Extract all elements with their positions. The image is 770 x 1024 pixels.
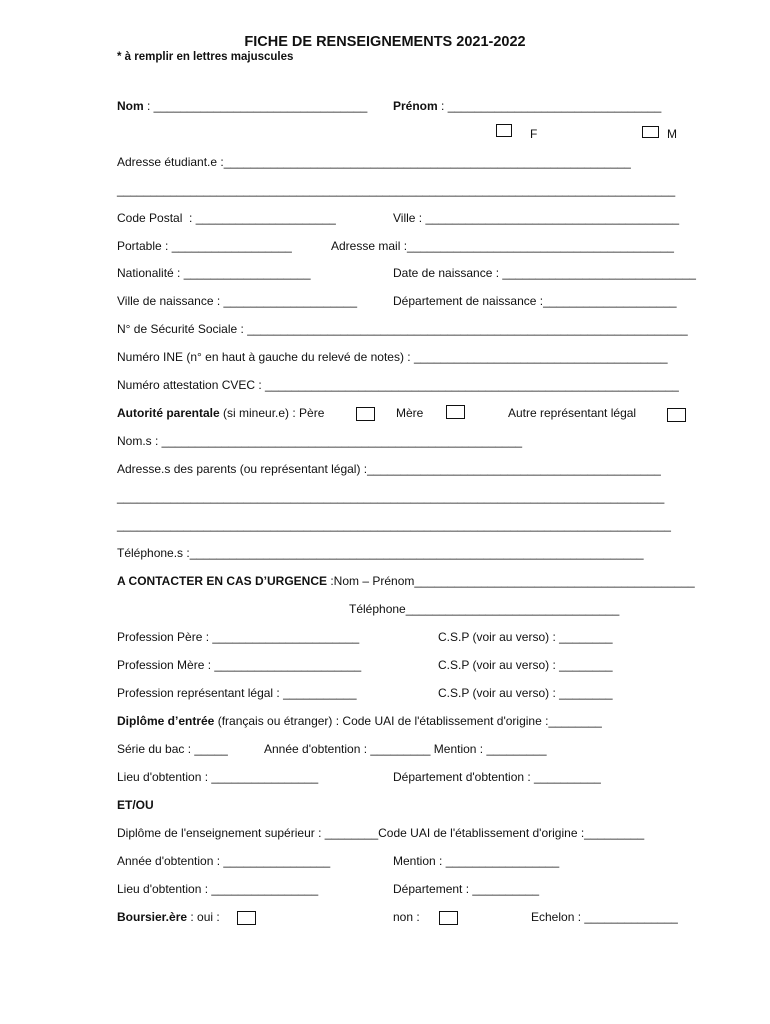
autorite-label-bold: Autorité parentale <box>117 406 220 420</box>
csp-representant-field[interactable]: C.S.P (voir au verso) : ________ <box>438 686 613 700</box>
prenom-field[interactable] <box>393 99 661 113</box>
autorite-parentale-label <box>117 406 324 420</box>
code-postal-field[interactable]: Code Postal : _____________________ <box>117 211 336 225</box>
adresse-etudiant-line2[interactable]: ____________________________________________________________________________________ <box>117 183 676 197</box>
profession-mere-field[interactable]: Profession Mère : ______________________ <box>117 658 362 672</box>
sex-m-label: M <box>667 127 677 141</box>
lieu-obtention-field[interactable]: Lieu d'obtention : ________________ <box>117 770 319 784</box>
echelon-field[interactable]: Echelon : ______________ <box>531 910 678 924</box>
urgence-nom-prenom: :Nom – Prénom__________________________________________ <box>330 574 695 588</box>
et-ou-label: ET/OU <box>117 798 154 812</box>
autre-representant-checkbox[interactable] <box>667 408 686 422</box>
noms-field[interactable]: Nom.s : ______________________________________________________ <box>117 434 523 448</box>
portable-field[interactable]: Portable : __________________ <box>117 239 292 253</box>
adresse-parents-line2[interactable]: __________________________________________________________________________________ <box>117 490 665 504</box>
ine-field[interactable]: Numéro INE (n° en haut à gauche du relevé de notes) : ______________________________________ <box>117 350 668 364</box>
boursier-non-checkbox[interactable] <box>439 911 458 925</box>
nationalite-field[interactable]: Nationalité : ___________________ <box>117 266 311 280</box>
csp-mere-field[interactable]: C.S.P (voir au verso) : ________ <box>438 658 613 672</box>
profession-representant-field[interactable]: Profession représentant légal : ___________ <box>117 686 357 700</box>
boursier-oui-label: : oui : <box>187 910 220 924</box>
adresse-mail-field[interactable]: Adresse mail :________________________________________ <box>331 239 674 253</box>
diplome-entree-label: Diplôme d’entrée <box>117 714 215 728</box>
mere-label: Mère <box>396 406 424 420</box>
telephones-field[interactable]: Téléphone.s :____________________________________________________________________ <box>117 546 644 560</box>
telephone-urgence-field[interactable]: Téléphone________________________________ <box>349 602 620 616</box>
diplome-entree-field[interactable] <box>117 714 602 728</box>
cvec-field[interactable]: Numéro attestation CVEC : ______________________________________________________________ <box>117 378 679 392</box>
form-subtitle: * à remplir en lettres majuscules <box>117 51 294 63</box>
departement-obtention-field[interactable]: Département d'obtention : __________ <box>393 770 601 784</box>
autorite-label-rest: (si mineur.e) : Père <box>219 406 325 420</box>
lieu-obtention-sup-field[interactable]: Lieu d'obtention : ________________ <box>117 882 319 896</box>
pere-checkbox[interactable] <box>356 407 375 421</box>
csp-pere-field[interactable]: C.S.P (voir au verso) : ________ <box>438 630 613 644</box>
mention-field[interactable]: Mention : _________________ <box>393 854 560 868</box>
secu-field[interactable]: N° de Sécurité Sociale : __________________________________________________________________ <box>117 322 688 336</box>
boursier-label-bold: Boursier.ère <box>117 910 188 924</box>
serie-bac-field[interactable]: Série du bac : _____ <box>117 742 228 756</box>
adresse-parents-line3[interactable]: ___________________________________________________________________________________ <box>117 518 671 532</box>
annee-obtention-field[interactable]: Année d'obtention : ________________ <box>117 854 331 868</box>
prenom-label: Prénom <box>393 99 438 113</box>
urgence-field[interactable] <box>117 574 695 588</box>
autre-representant-label: Autre représentant légal <box>508 406 637 420</box>
nom-field[interactable] <box>117 99 367 113</box>
prenom-blank: : ________________________________ <box>437 99 662 113</box>
sex-m-checkbox[interactable] <box>642 126 659 138</box>
date-naissance-field[interactable]: Date de naissance : _____________________________ <box>393 266 696 280</box>
boursier-label <box>117 910 220 924</box>
departement-sup-field[interactable]: Département : __________ <box>393 882 540 896</box>
mere-checkbox[interactable] <box>446 405 465 419</box>
nom-label: Nom <box>117 99 144 113</box>
ville-naissance-field[interactable]: Ville de naissance : ____________________ <box>117 294 357 308</box>
form-title: FICHE DE RENSEIGNEMENTS 2021-2022 <box>244 34 526 50</box>
nom-blank: : ________________________________ <box>143 99 368 113</box>
boursier-non-label: non : <box>393 910 420 924</box>
urgence-label: A CONTACTER EN CAS D’URGENCE <box>117 574 331 588</box>
departement-naissance-field[interactable]: Département de naissance :____________________ <box>393 294 677 308</box>
adresse-etudiant-field[interactable]: Adresse étudiant.e :_____________________________________________________________ <box>117 155 631 169</box>
ville-field[interactable]: Ville : ______________________________________ <box>393 211 680 225</box>
diplome-sup-field[interactable]: Diplôme de l'enseignement supérieur : ________Code UAI de l'établissement d'origine :_________ <box>117 826 645 840</box>
sex-f-label: F <box>530 127 538 141</box>
annee-mention-bac-field[interactable]: Année d'obtention : _________ Mention : _________ <box>264 742 547 756</box>
boursier-oui-checkbox[interactable] <box>237 911 256 925</box>
adresse-parents-field[interactable]: Adresse.s des parents (ou représentant légal) :____________________________________________ <box>117 462 661 476</box>
profession-pere-field[interactable]: Profession Père : ______________________ <box>117 630 360 644</box>
diplome-entree-rest: (français ou étranger) : Code UAI de l'établissement d'origine :________ <box>214 714 602 728</box>
sex-f-checkbox[interactable] <box>496 124 512 137</box>
